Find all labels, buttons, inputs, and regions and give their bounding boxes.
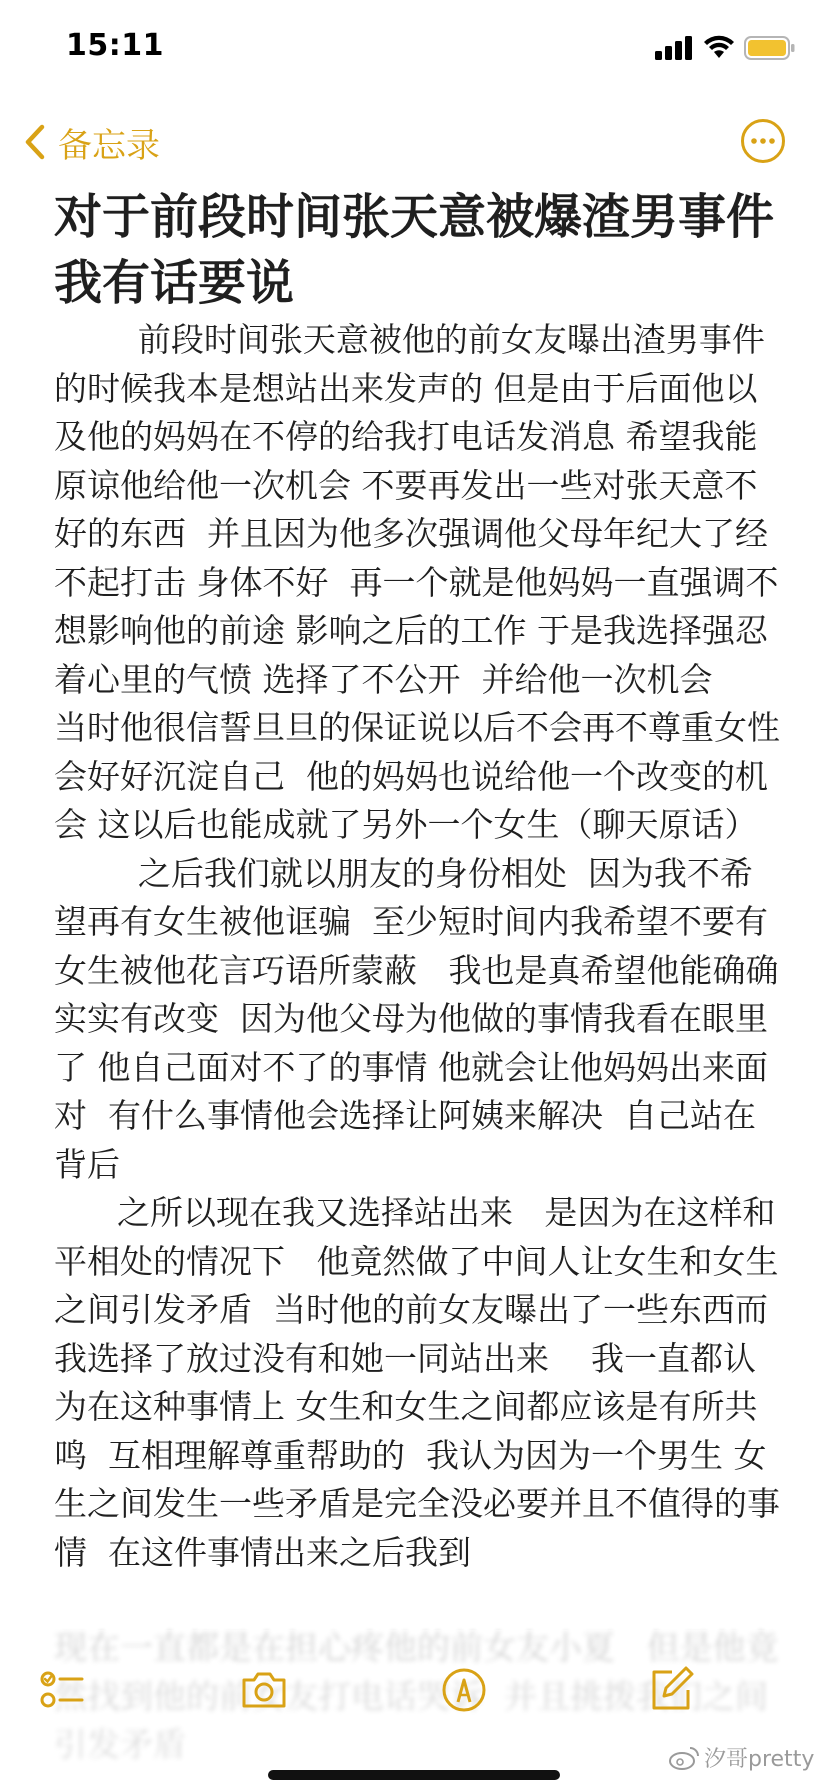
navigation-bar xyxy=(0,112,828,172)
checklist-button[interactable] xyxy=(36,1662,92,1718)
weibo-watermark xyxy=(668,1742,814,1773)
note-paragraph: 之后我们就以朋友的身份相处 因为我不希望再有女生被他诓骗 至少短时间内我希望不要有女生被他花言巧语所蒙蔽 我也是真希望他能确确实实有改变 因为他父母为他做的事情我看在眼里了 他自己面对不了的事情 他就会让他妈妈出来面对 有什么事情他会选择让阿姨来解决 自己站在背后 xyxy=(54,853,779,1184)
back-button-label: 备忘录 xyxy=(58,125,160,166)
watermark-text: 汐哥pretty xyxy=(704,1747,815,1772)
home-indicator[interactable] xyxy=(268,1770,560,1780)
status-bar xyxy=(0,0,828,96)
back-button[interactable] xyxy=(24,118,160,166)
compose-button[interactable] xyxy=(642,1662,698,1718)
wifi-icon xyxy=(703,34,735,60)
note-title: 对于前段时间张天意被爆渣男事件我有话要说 xyxy=(54,189,775,311)
note-body xyxy=(54,316,801,1577)
note-paragraph: 之所以现在我又选择站出来 是因为在这样和平相处的情况下 他竟然做了中间人让女生和女生之间引发矛盾 当时他的前女友曝出了一些东西而我选择了放过没有和她一同站出来 我一直都认为在这种事情上 女生和女生之间都应该是有所共鸣 互相理解尊重帮助的 我认为因为一个男生 女生之间发生一些矛盾是完全没必要并且不值得的事情 在这件事情出来之后我到 xyxy=(54,1193,780,1572)
battery-icon xyxy=(744,36,796,60)
more-options-button[interactable] xyxy=(740,118,786,164)
markup-pen-button[interactable] xyxy=(436,1662,492,1718)
camera-button[interactable] xyxy=(236,1662,292,1718)
chevron-left-icon xyxy=(24,124,46,160)
status-time: 15:11 xyxy=(66,28,164,63)
note-paragraph: 前段时间张天意被他的前女友曝出渣男事件的时候我本是想站出来发声的 但是由于后面他以及他的妈妈在不停的给我打电话发消息 希望我能原谅他给他一次机会 不要再发出一些对张天意不好的东西 并且因为他多次强调他父母年纪大了经不起打击 身体不好 再一个就是他妈妈一直强调不想影响他的前途 影响之后的工作 于是我选择强忍着心里的气愤 选择了不公开 并给他一次机会 当时他很信誓旦旦的保证说以后不会再不尊重女性 会好好沉淀自己 他的妈妈也说给他一个改变的机会 这以后也能成就了另外一个女生（聊天原话） xyxy=(54,320,801,844)
weibo-logo-icon xyxy=(668,1745,700,1771)
cellular-signal-icon xyxy=(655,36,695,60)
note-content[interactable] xyxy=(54,184,801,1634)
